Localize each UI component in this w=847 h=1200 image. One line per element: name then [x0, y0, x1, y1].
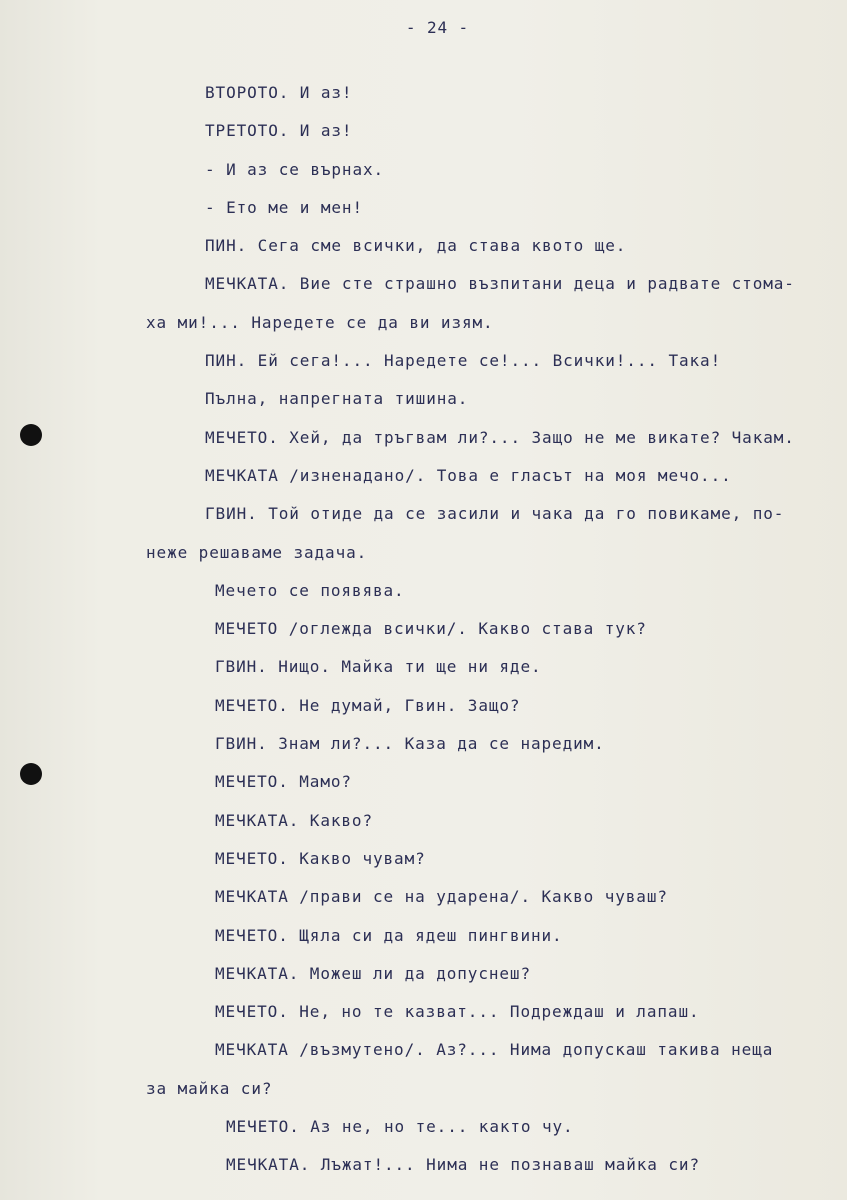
- script-line: МЕЧКАТА /прави се на ударена/. Какво чуваш?: [215, 887, 668, 906]
- script-line: ГВИН. Знам ли?... Каза да се наредим.: [215, 734, 605, 753]
- script-line: МЕЧКАТА. Какво?: [215, 811, 373, 830]
- script-line: ГВИН. Нищо. Майка ти ще ни яде.: [215, 657, 542, 676]
- script-line: ха ми!... Наредете се да ви изям.: [146, 313, 494, 332]
- script-line: ВТОРОТО. И аз!: [205, 83, 353, 102]
- script-line: МЕЧЕТО. Аз не, но те... както чу.: [226, 1117, 574, 1136]
- script-line: МЕЧКАТА. Лъжат!... Нима не познаваш майка си?: [226, 1155, 700, 1174]
- script-line: МЕЧЕТО. Мамо?: [215, 772, 352, 791]
- page-number: - 24 -: [405, 18, 470, 37]
- script-line: ГВИН. Той отиде да се засили и чака да го повикаме, по-: [205, 504, 785, 523]
- script-line: МЕЧЕТО. Какво чувам?: [215, 849, 426, 868]
- script-line: МЕЧКАТА /възмутено/. Аз?... Нима допускаш такива неща: [215, 1040, 774, 1059]
- script-line: ПИН. Сега сме всички, да става квото ще.: [205, 236, 627, 255]
- script-line: МЕЧЕТО. Не думай, Гвин. Защо?: [215, 696, 521, 715]
- script-line: МЕЧКАТА. Вие сте страшно възпитани деца и радвате стома-: [205, 274, 795, 293]
- script-line: МЕЧКАТА. Можеш ли да допуснеш?: [215, 964, 531, 983]
- punch-hole-top: [20, 424, 42, 446]
- script-line: за майка си?: [146, 1079, 273, 1098]
- script-line: ТРЕТОТО. И аз!: [205, 121, 353, 140]
- script-line: МЕЧЕТО. Хей, да тръгвам ли?... Защо не ме викате? Чакам.: [205, 428, 795, 447]
- stage-direction: Мечето се появява.: [215, 581, 405, 600]
- script-line: - И аз се върнах.: [205, 160, 385, 179]
- script-line: МЕЧЕТО. Не, но те казват... Подреждаш и лапаш.: [215, 1002, 700, 1021]
- script-line: ПИН. Ей сега!... Наредете се!... Всички!... Така!: [205, 351, 722, 370]
- script-line: МЕЧЕТО. Щяла си да ядеш пингвини.: [215, 926, 563, 945]
- script-line: МЕЧКАТА /изненадано/. Това е гласът на моя мечо...: [205, 466, 732, 485]
- script-line: МЕЧЕТО /оглежда всички/. Какво става тук?: [215, 619, 647, 638]
- stage-direction: Пълна, напрегната тишина.: [205, 389, 469, 408]
- script-line: - Ето ме и мен!: [205, 198, 363, 217]
- punch-hole-bottom: [20, 763, 42, 785]
- script-line: неже решаваме задача.: [146, 543, 368, 562]
